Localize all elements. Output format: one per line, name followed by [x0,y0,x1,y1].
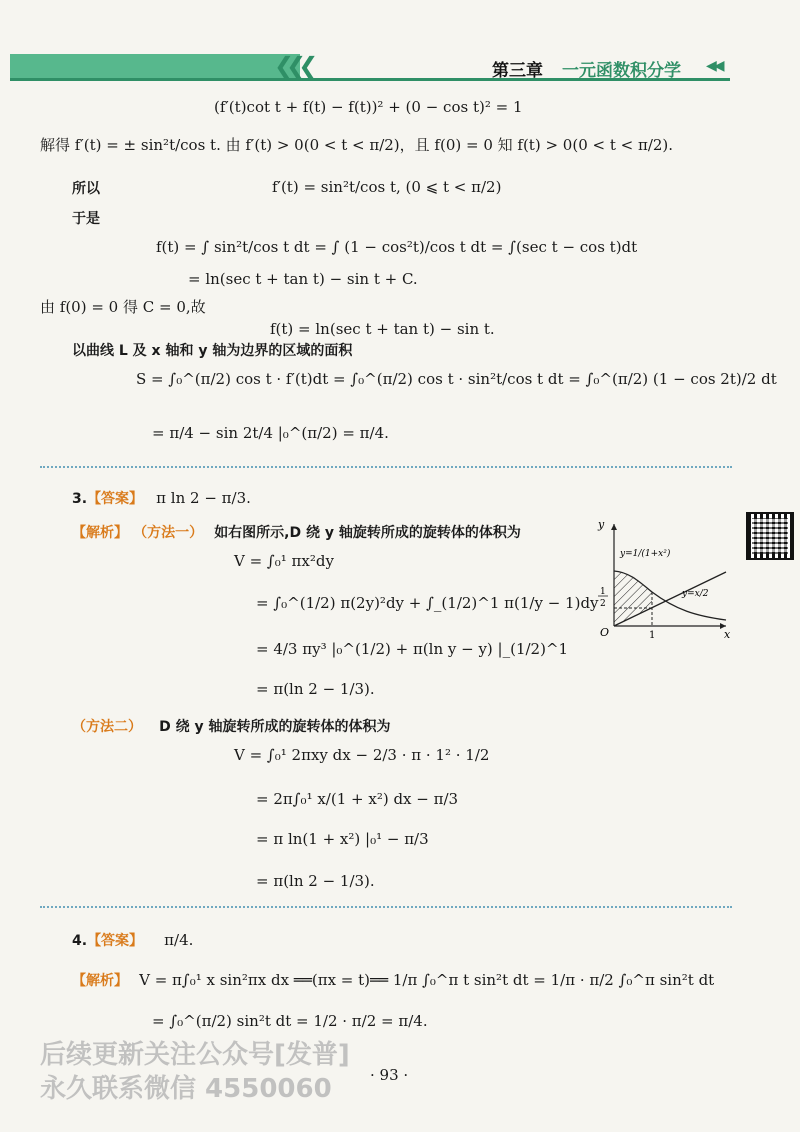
tick-x-1: 1 [649,630,656,641]
text-area-heading: 以曲线 L 及 x 轴和 y 轴为边界的区域的面积 [72,343,353,359]
q3-m1-line3: = 4/3 πy³ |₀^(1/2) + π(ln y − y) |_(1/2)^1 [256,640,569,658]
q4-answer-row [72,930,193,950]
section-divider-1 [40,466,732,468]
q4-answer-tag: 【答案】 [87,933,144,949]
q3-m2-line1: V = ∫₀¹ 2πxy dx − 2/3 · π · 1² · 1/2 [234,746,490,764]
tick-y-numerator: 1 [600,587,606,597]
q3-m2-line4: = π(ln 2 − 1/3). [256,872,375,890]
text-label-yushi: 于是 [72,211,100,227]
text-label-suoyi: 所以 [72,181,100,197]
q3-m2-line2: = 2π∫₀¹ x/(1 + x²) dx − π/3 [256,790,459,808]
section-divider-2 [40,906,732,908]
equation-line-8: f(t) = ln(sec t + tan t) − sin t. [270,320,495,338]
q4-line1: V = π∫₀¹ x sin²πx dx ══(πx = t)══ 1/π ∫₀^π t sin²t dt = 1/π · π/2 ∫₀^π sin²t dt [139,971,715,989]
q4-answer: π/4. [164,931,194,949]
equation-line-2: 解得 f′(t) = ± sin²t/cos t. 由 f′(t) > 0(0 < t < π/2)，且 f(0) = 0 知 f(t) > 0(0 < t < π/2). [40,136,674,154]
q3-m1-line2: = ∫₀^(1/2) π(2y)²dy + ∫_(1/2)^1 π(1/y − 1)dy [256,594,599,612]
y-axis-arrow-icon [611,524,617,530]
chevron-left-icon: ❮❮❮ [274,52,311,80]
tick-y-denominator: 2 [600,599,606,609]
q4-number: 4. [72,933,88,949]
triangle-left-icon: ◀◀ [706,58,722,74]
page-number: · 93 · [370,1066,409,1084]
origin-label: O [600,626,610,639]
q4-line2: = ∫₀^(π/2) sin²t dt = 1/2 · π/2 = π/4. [152,1012,428,1030]
q3-m1-line1: V = ∫₀¹ πx²dy [234,552,334,570]
equation-line-7: 由 f(0) = 0 得 C = 0,故 [40,298,206,316]
q3-m1-line4: = π(ln 2 − 1/3). [256,680,375,698]
equation-line-6: = ln(sec t + tan t) − sin t + C. [188,270,418,288]
q3-analysis-tag: 【解析】 [72,525,128,541]
q3-method1-tag: （方法一） [133,525,204,541]
equation-line-1: (f′(t)cot t + f(t) − f(t))² + (0 − cos t)² = 1 [214,98,523,116]
q3-method2-text: D 绕 y 轴旋转所成的旋转体的体积为 [159,719,391,735]
q3-figure [586,514,736,644]
q3-answer-row [72,488,251,508]
watermark-line2: 永久联系微信 4550060 [40,1074,332,1104]
equation-line-5: f(t) = ∫ sin²t/cos t dt = ∫ (1 − cos²t)/cos t dt = ∫(sec t − cos t)dt [156,238,638,256]
q4-analysis-tag: 【解析】 [72,973,128,989]
equation-line-11: = π/4 − sin 2t/4 |₀^(π/2) = π/4. [152,424,389,442]
shaded-region [614,571,652,626]
equation-line-10: S = ∫₀^(π/2) cos t · f′(t)dt = ∫₀^(π/2) cos t · sin²t/cos t dt = ∫₀^(π/2) (1 − cos 2t)/2 dt [136,370,777,388]
curve1-label: y=1/(1+x²) [620,549,671,559]
equation-line-3: f′(t) = sin²t/cos t, (0 ⩽ t < π/2) [272,178,502,196]
q3-m2-line3: = π ln(1 + x²) |₀¹ − π/3 [256,830,429,848]
x-axis-label: x [724,628,731,641]
q3-answer-tag: 【答案】 [87,491,144,507]
watermark-line1: 后续更新关注公众号[发普] [40,1040,350,1070]
chapter-subtitle: 一元函数积分学 [562,61,681,81]
qr-code-icon [746,512,794,560]
q3-answer: π ln 2 − π/3. [156,489,251,507]
chapter-title: 第三章 [492,61,543,81]
q3-method2-row [72,716,390,736]
curve2-label: y=x/2 [682,589,709,599]
y-axis-label: y [598,518,605,531]
q3-method1-text: 如右图所示,D 绕 y 轴旋转所成的旋转体的体积为 [214,525,521,541]
q3-analysis-row [72,522,521,542]
q4-analysis-row [72,970,714,990]
q3-number: 3. [72,491,88,507]
q3-method2-tag: （方法二） [72,719,142,735]
